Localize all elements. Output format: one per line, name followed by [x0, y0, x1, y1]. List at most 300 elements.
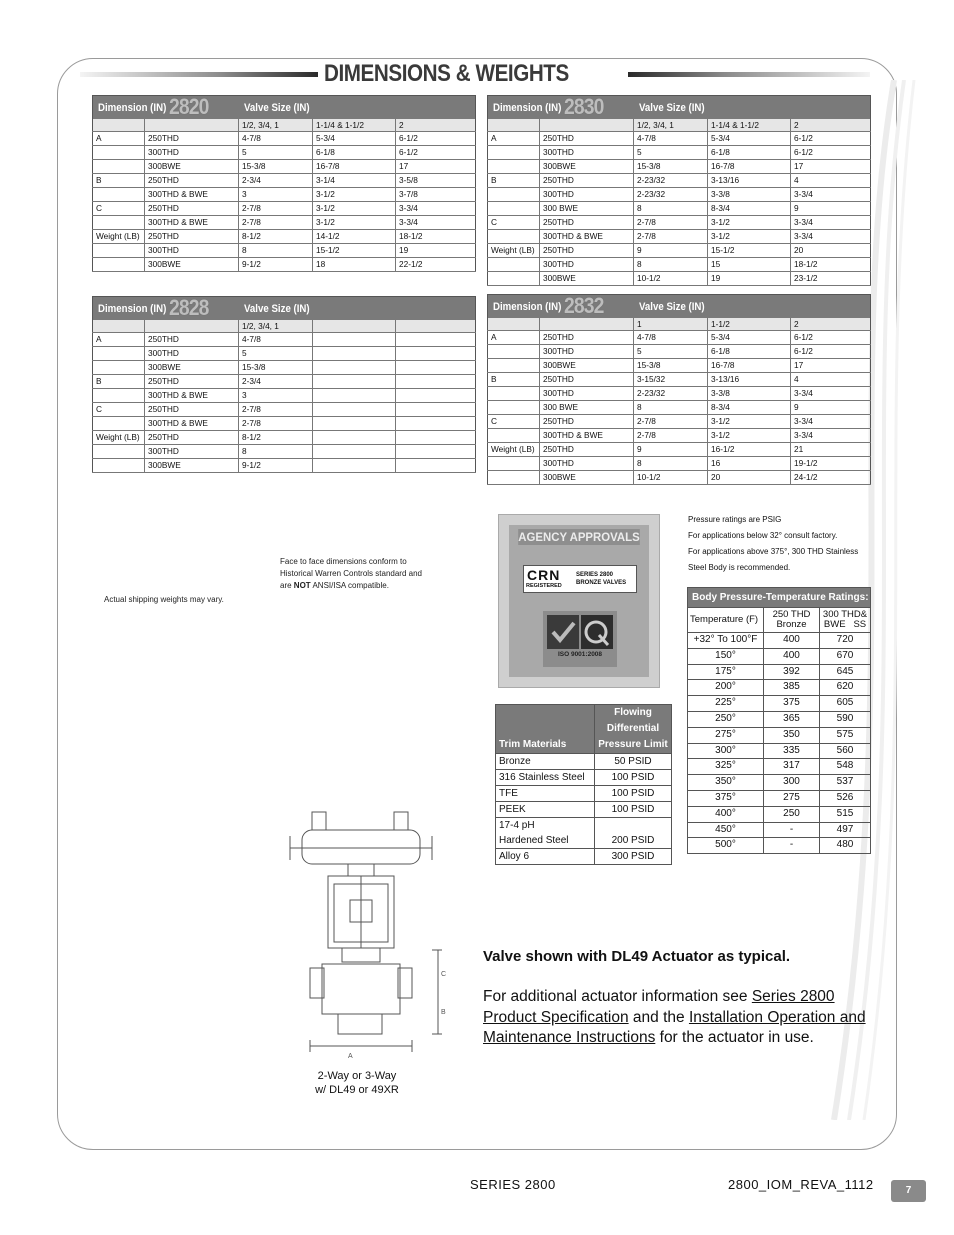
trim-material-cell: Bronze: [496, 754, 595, 770]
value-cell: 10-1/2: [634, 272, 708, 286]
dimension-cell: [93, 160, 145, 174]
connection-cell: 300THD: [145, 244, 239, 258]
value-cell: 19: [708, 272, 791, 286]
table-row: [496, 786, 672, 802]
value-cell: [313, 361, 396, 375]
header-blank: [488, 318, 540, 331]
iom-instructions-link[interactable]: Installation Operation and Maintenance Instructions: [483, 1008, 866, 1046]
value-cell: [313, 459, 396, 473]
rating-cell: 375°: [688, 790, 764, 806]
rating-cell: 526: [820, 790, 871, 806]
valve-size-cell: 2: [396, 119, 476, 132]
value-cell: 24-1/2: [791, 471, 871, 485]
value-cell: 10-1/2: [634, 471, 708, 485]
table-row: [688, 743, 871, 759]
value-cell: [396, 347, 476, 361]
rating-cell: 400: [764, 648, 820, 664]
connection-cell: 250THD: [540, 244, 634, 258]
pressure-notes: [688, 512, 858, 576]
value-cell: [313, 333, 396, 347]
dimension-cell: B: [93, 174, 145, 188]
connection-cell: 300BWE: [145, 160, 239, 174]
value-cell: 16-1/2: [708, 443, 791, 457]
rating-cell: 620: [820, 680, 871, 696]
value-cell: 8-3/4: [708, 401, 791, 415]
valve-size-cell: 2: [791, 119, 871, 132]
dimension-cell: [488, 387, 540, 401]
rating-cell: 645: [820, 664, 871, 680]
table-row: [93, 361, 476, 375]
valve-size-cell: 1/2, 3/4, 1: [239, 320, 313, 333]
table-2820: [92, 95, 476, 272]
connection-cell: 300THD: [145, 347, 239, 361]
figure-caption: 2-Way or 3-Way w/ DL49 or 49XR: [315, 1070, 399, 1096]
rating-cell: 325°: [688, 759, 764, 775]
rating-cell: -: [764, 838, 820, 854]
valve-size-cell: 1/2, 3/4, 1: [634, 119, 708, 132]
value-cell: 5: [239, 146, 313, 160]
value-cell: 3-3/4: [791, 387, 871, 401]
value-cell: 8: [634, 401, 708, 415]
value-cell: 16: [708, 457, 791, 471]
table-row: [488, 331, 871, 345]
value-cell: 17: [791, 359, 871, 373]
table-row: [688, 775, 871, 791]
value-cell: 6-1/2: [791, 331, 871, 345]
connection-cell: 300BWE: [145, 459, 239, 473]
value-cell: 8: [239, 244, 313, 258]
title-rule-right: [628, 72, 870, 77]
table-row: [688, 696, 871, 712]
dimension-cell: [93, 216, 145, 230]
connection-cell: 250THD: [145, 174, 239, 188]
value-cell: 2-7/8: [634, 415, 708, 429]
value-cell: 2-7/8: [239, 216, 313, 230]
value-cell: 22-1/2: [396, 258, 476, 272]
dimension-cell: A: [488, 132, 540, 146]
value-cell: 3-13/16: [708, 174, 791, 188]
connection-cell: 300THD: [540, 457, 634, 471]
agency-approvals-badge: [498, 514, 660, 688]
dimension-cell: C: [93, 202, 145, 216]
trim-col-material: Trim Materials: [496, 705, 595, 754]
value-cell: 5-3/4: [708, 331, 791, 345]
pressure-limit-cell: 100 PSID: [595, 786, 672, 802]
dimension-cell: [488, 272, 540, 286]
rating-cell: 605: [820, 696, 871, 712]
value-cell: 3-3/4: [396, 216, 476, 230]
table-row: [688, 790, 871, 806]
rating-cell: 250°: [688, 711, 764, 727]
dimension-c-label: C: [441, 971, 447, 978]
rating-cell: 317: [764, 759, 820, 775]
connection-cell: 250THD: [145, 403, 239, 417]
value-cell: 15-1/2: [708, 244, 791, 258]
value-cell: 8-1/2: [239, 431, 313, 445]
rating-cell: 375: [764, 696, 820, 712]
rating-cell: 275: [764, 790, 820, 806]
connection-cell: 250THD: [540, 443, 634, 457]
dimension-cell: [488, 345, 540, 359]
value-cell: 6-1/8: [708, 146, 791, 160]
connection-cell: 300BWE: [540, 359, 634, 373]
connection-cell: 300THD: [540, 258, 634, 272]
shipping-note: Actual shipping weights may vary.: [104, 595, 224, 604]
rating-cell: 385: [764, 680, 820, 696]
table-row: [93, 202, 476, 216]
connection-cell: 300THD: [540, 387, 634, 401]
value-cell: 4-7/8: [634, 132, 708, 146]
value-cell: 20: [791, 244, 871, 258]
value-cell: [396, 459, 476, 473]
value-cell: 19-1/2: [791, 457, 871, 471]
actuator-paragraph: For additional actuator information see Series 2800 Product Specification and the Installation Operation and Maintenance Instructions for the actuator in use.: [483, 988, 866, 1046]
dimension-cell: [93, 445, 145, 459]
header-blank: [145, 119, 239, 132]
table-row: [93, 445, 476, 459]
table-row: [688, 664, 871, 680]
table-row: [488, 216, 871, 230]
table-row: [688, 822, 871, 838]
dimension-cell: Weight (LB): [93, 431, 145, 445]
value-cell: 2-7/8: [239, 202, 313, 216]
valve-size-cell: [396, 320, 476, 333]
value-cell: 4-7/8: [634, 331, 708, 345]
dimension-cell: [93, 389, 145, 403]
value-cell: 8-1/2: [239, 230, 313, 244]
value-cell: 2-7/8: [239, 417, 313, 431]
table-row: [93, 389, 476, 403]
series-number: 2828: [168, 296, 209, 320]
value-cell: 2-23/32: [634, 387, 708, 401]
series-number: 2830: [563, 95, 604, 119]
valve-size-cell: 2: [791, 318, 871, 331]
connection-cell: 250THD: [145, 202, 239, 216]
value-cell: 3-1/4: [313, 174, 396, 188]
table-row: [488, 160, 871, 174]
value-cell: 5: [239, 347, 313, 361]
table-2828: [92, 296, 476, 473]
rating-cell: 300: [764, 775, 820, 791]
connection-cell: 300BWE: [540, 471, 634, 485]
dimension-cell: A: [93, 132, 145, 146]
trim-material-cell: PEEK: [496, 802, 595, 818]
value-cell: 8: [634, 202, 708, 216]
trim-materials-table: [495, 704, 672, 865]
connection-cell: 300THD: [145, 146, 239, 160]
crn-logo: CRN: [527, 567, 561, 583]
rating-cell: 365: [764, 711, 820, 727]
value-cell: 15: [708, 258, 791, 272]
table-row: [488, 188, 871, 202]
table-row: [488, 457, 871, 471]
rating-cell: 575: [820, 727, 871, 743]
body-pressure-temperature-table: [687, 587, 871, 854]
rating-cell: 400: [764, 633, 820, 649]
rating-cell: 300°: [688, 743, 764, 759]
value-cell: [396, 333, 476, 347]
rating-cell: 500°: [688, 838, 764, 854]
rating-cell: 450°: [688, 822, 764, 838]
table-row: [93, 146, 476, 160]
value-cell: 4: [791, 174, 871, 188]
value-cell: 2-23/32: [634, 174, 708, 188]
value-cell: 3-1/2: [313, 188, 396, 202]
connection-cell: 250THD: [540, 174, 634, 188]
actuator-info: [483, 948, 868, 1049]
dimension-cell: [93, 188, 145, 202]
value-cell: 9-1/2: [239, 459, 313, 473]
value-cell: 5-3/4: [313, 132, 396, 146]
trim-material-cell: TFE: [496, 786, 595, 802]
rating-cell: 275°: [688, 727, 764, 743]
valve-size-header: Valve Size (IN): [239, 96, 476, 120]
table-row: [488, 174, 871, 188]
table-row: [688, 711, 871, 727]
value-cell: 3-7/8: [396, 188, 476, 202]
table-row: [488, 401, 871, 415]
table-row: [488, 258, 871, 272]
dimension-cell: C: [488, 216, 540, 230]
page-title: DIMENSIONS & WEIGHTS: [324, 60, 569, 87]
rating-cell: 480: [820, 838, 871, 854]
table-2832: [487, 294, 871, 485]
title-bar: [80, 62, 870, 88]
value-cell: 3-3/4: [791, 216, 871, 230]
dimension-cell: Weight (LB): [488, 244, 540, 258]
header-blank: [93, 320, 145, 333]
rating-cell: 720: [820, 633, 871, 649]
rating-cell: 250: [764, 806, 820, 822]
value-cell: 4: [791, 373, 871, 387]
pressure-limit-cell: 100 PSID: [595, 802, 672, 818]
title-rule-left: [80, 72, 318, 77]
value-cell: 15-3/8: [634, 160, 708, 174]
value-cell: 6-1/2: [791, 345, 871, 359]
checkmark-icon: [547, 615, 579, 649]
value-cell: [396, 403, 476, 417]
value-cell: 3-3/4: [791, 429, 871, 443]
value-cell: 3-3/4: [396, 202, 476, 216]
table-row: [93, 174, 476, 188]
series-number: 2832: [563, 294, 604, 318]
rating-cell: 515: [820, 806, 871, 822]
connection-cell: 300THD & BWE: [145, 216, 239, 230]
connection-cell: 250THD: [540, 415, 634, 429]
connection-cell: 300THD: [540, 188, 634, 202]
dimension-cell: [488, 146, 540, 160]
value-cell: 3-15/32: [634, 373, 708, 387]
dimension-cell: Weight (LB): [488, 443, 540, 457]
value-cell: 2-7/8: [634, 216, 708, 230]
value-cell: 3-3/8: [708, 188, 791, 202]
value-cell: 15-3/8: [634, 359, 708, 373]
table-row: [496, 818, 672, 849]
rating-cell: 200°: [688, 680, 764, 696]
value-cell: 3-5/8: [396, 174, 476, 188]
pressure-note: For applications below 32° consult factory.: [688, 531, 838, 540]
table-row: [496, 754, 672, 770]
dimension-cell: [488, 188, 540, 202]
value-cell: [396, 389, 476, 403]
header-blank: [488, 119, 540, 132]
valve-size-cell: 1-1/4 & 1-1/2: [708, 119, 791, 132]
value-cell: 6-1/2: [791, 132, 871, 146]
valve-size-header: Valve Size (IN): [239, 297, 476, 321]
rating-cell: 590: [820, 711, 871, 727]
valve-size-cell: 1: [634, 318, 708, 331]
dimension-a-label: A: [348, 1053, 353, 1060]
pressure-note: Pressure ratings are PSIG: [688, 515, 782, 524]
dimension-cell: B: [488, 373, 540, 387]
connection-cell: 250THD: [540, 331, 634, 345]
table-row: [93, 244, 476, 258]
table-row: [688, 680, 871, 696]
rating-cell: 497: [820, 822, 871, 838]
rating-cell: 350: [764, 727, 820, 743]
table-2830: [487, 95, 871, 286]
connection-cell: 300THD & BWE: [145, 389, 239, 403]
crn-series: SERIES 2800 BRONZE VALVES: [576, 572, 627, 586]
dimension-cell: A: [488, 331, 540, 345]
connection-cell: 300THD & BWE: [145, 188, 239, 202]
dimension-cell: B: [93, 375, 145, 389]
value-cell: [396, 417, 476, 431]
dimension-cell: C: [93, 403, 145, 417]
connection-cell: 250THD: [145, 375, 239, 389]
crn-badge: [523, 565, 637, 593]
value-cell: [313, 375, 396, 389]
table-row: [496, 770, 672, 786]
pressure-limit-cell: 200 PSID: [595, 818, 672, 849]
valve-size-header: Valve Size (IN): [634, 295, 871, 319]
dimension-cell: [93, 361, 145, 375]
value-cell: 16-7/8: [313, 160, 396, 174]
value-cell: 3-3/4: [791, 415, 871, 429]
table-row: [488, 345, 871, 359]
dimension-cell: [488, 429, 540, 443]
rating-cell: 350°: [688, 775, 764, 791]
product-spec-link[interactable]: Series 2800 Product Specification: [483, 988, 835, 1026]
value-cell: 9: [791, 202, 871, 216]
value-cell: 3-3/8: [708, 387, 791, 401]
bpt-col-ss: 300 THD& BWE SS: [820, 608, 871, 633]
value-cell: 3: [239, 389, 313, 403]
rating-cell: 560: [820, 743, 871, 759]
iso-badge: [543, 611, 617, 667]
bpt-col-temp: Temperature (F): [688, 608, 764, 633]
table-row: [488, 373, 871, 387]
header-blank: [145, 320, 239, 333]
valve-size-cell: [313, 320, 396, 333]
dimension-cell: [93, 258, 145, 272]
rating-cell: 392: [764, 664, 820, 680]
table-row: [688, 648, 871, 664]
value-cell: 14-1/2: [313, 230, 396, 244]
table-row: [688, 727, 871, 743]
connection-cell: 250THD: [540, 132, 634, 146]
table-row: [488, 146, 871, 160]
table-row: [93, 188, 476, 202]
connection-cell: 250THD: [145, 333, 239, 347]
value-cell: 9: [634, 443, 708, 457]
value-cell: 6-1/2: [396, 132, 476, 146]
agency-title: AGENCY APPROVALS: [518, 530, 640, 544]
connection-cell: 300BWE: [145, 258, 239, 272]
value-cell: 17: [396, 160, 476, 174]
connection-cell: 300BWE: [540, 160, 634, 174]
valve-size-cell: 1-1/2: [708, 318, 791, 331]
table-row: [93, 431, 476, 445]
valve-size-cell: 1/2, 3/4, 1: [239, 119, 313, 132]
rating-cell: -: [764, 822, 820, 838]
connection-cell: 300THD & BWE: [540, 230, 634, 244]
valve-size-cell: 1-1/4 & 1-1/2: [313, 119, 396, 132]
value-cell: 2-23/32: [634, 188, 708, 202]
table-row: [496, 849, 672, 865]
table-row: [688, 806, 871, 822]
connection-cell: 300 BWE: [540, 401, 634, 415]
table-row: [93, 417, 476, 431]
trim-material-cell: 17-4 pH Hardened Steel: [496, 818, 595, 849]
dimension-cell: [93, 146, 145, 160]
value-cell: 21: [791, 443, 871, 457]
value-cell: 8: [239, 445, 313, 459]
rating-cell: 548: [820, 759, 871, 775]
value-cell: 16-7/8: [708, 160, 791, 174]
pressure-note: For applications above 375°, 300 THD Stainless: [688, 547, 859, 556]
dimension-cell: [488, 202, 540, 216]
value-cell: [396, 361, 476, 375]
header-blank: [93, 119, 145, 132]
connection-cell: 300THD: [540, 345, 634, 359]
page-number: 7: [891, 1180, 926, 1202]
face-note-line1: Face to face dimensions conform to: [280, 557, 407, 566]
value-cell: 5-3/4: [708, 132, 791, 146]
trim-col-limit: Flowing Differential Pressure Limit: [595, 705, 672, 754]
value-cell: [313, 431, 396, 445]
value-cell: 6-1/8: [313, 146, 396, 160]
connection-cell: 250THD: [145, 230, 239, 244]
value-cell: 4-7/8: [239, 132, 313, 146]
value-cell: 2-3/4: [239, 375, 313, 389]
header-blank: [540, 119, 634, 132]
value-cell: 16-7/8: [708, 359, 791, 373]
value-cell: 8: [634, 457, 708, 471]
table-row: [93, 375, 476, 389]
value-cell: [313, 389, 396, 403]
connection-cell: 300BWE: [540, 272, 634, 286]
face-to-face-note: [280, 556, 422, 592]
table-row: [93, 403, 476, 417]
table-row: [93, 459, 476, 473]
rating-cell: 225°: [688, 696, 764, 712]
face-note-line3: are NOT ANSI/ISA compatible.: [280, 581, 389, 590]
table-row: [488, 272, 871, 286]
connection-cell: 250THD: [145, 431, 239, 445]
rating-cell: 175°: [688, 664, 764, 680]
table-row: [488, 244, 871, 258]
footer-series: SERIES 2800: [470, 1177, 556, 1192]
connection-cell: 300THD: [540, 146, 634, 160]
value-cell: 3-3/4: [791, 188, 871, 202]
valve-actuator-drawing: [282, 808, 452, 1070]
dimension-header: Dimension (IN) 2830: [488, 96, 634, 120]
pressure-limit-cell: 300 PSID: [595, 849, 672, 865]
table-row: [93, 132, 476, 146]
value-cell: 3-1/2: [313, 216, 396, 230]
value-cell: [396, 375, 476, 389]
